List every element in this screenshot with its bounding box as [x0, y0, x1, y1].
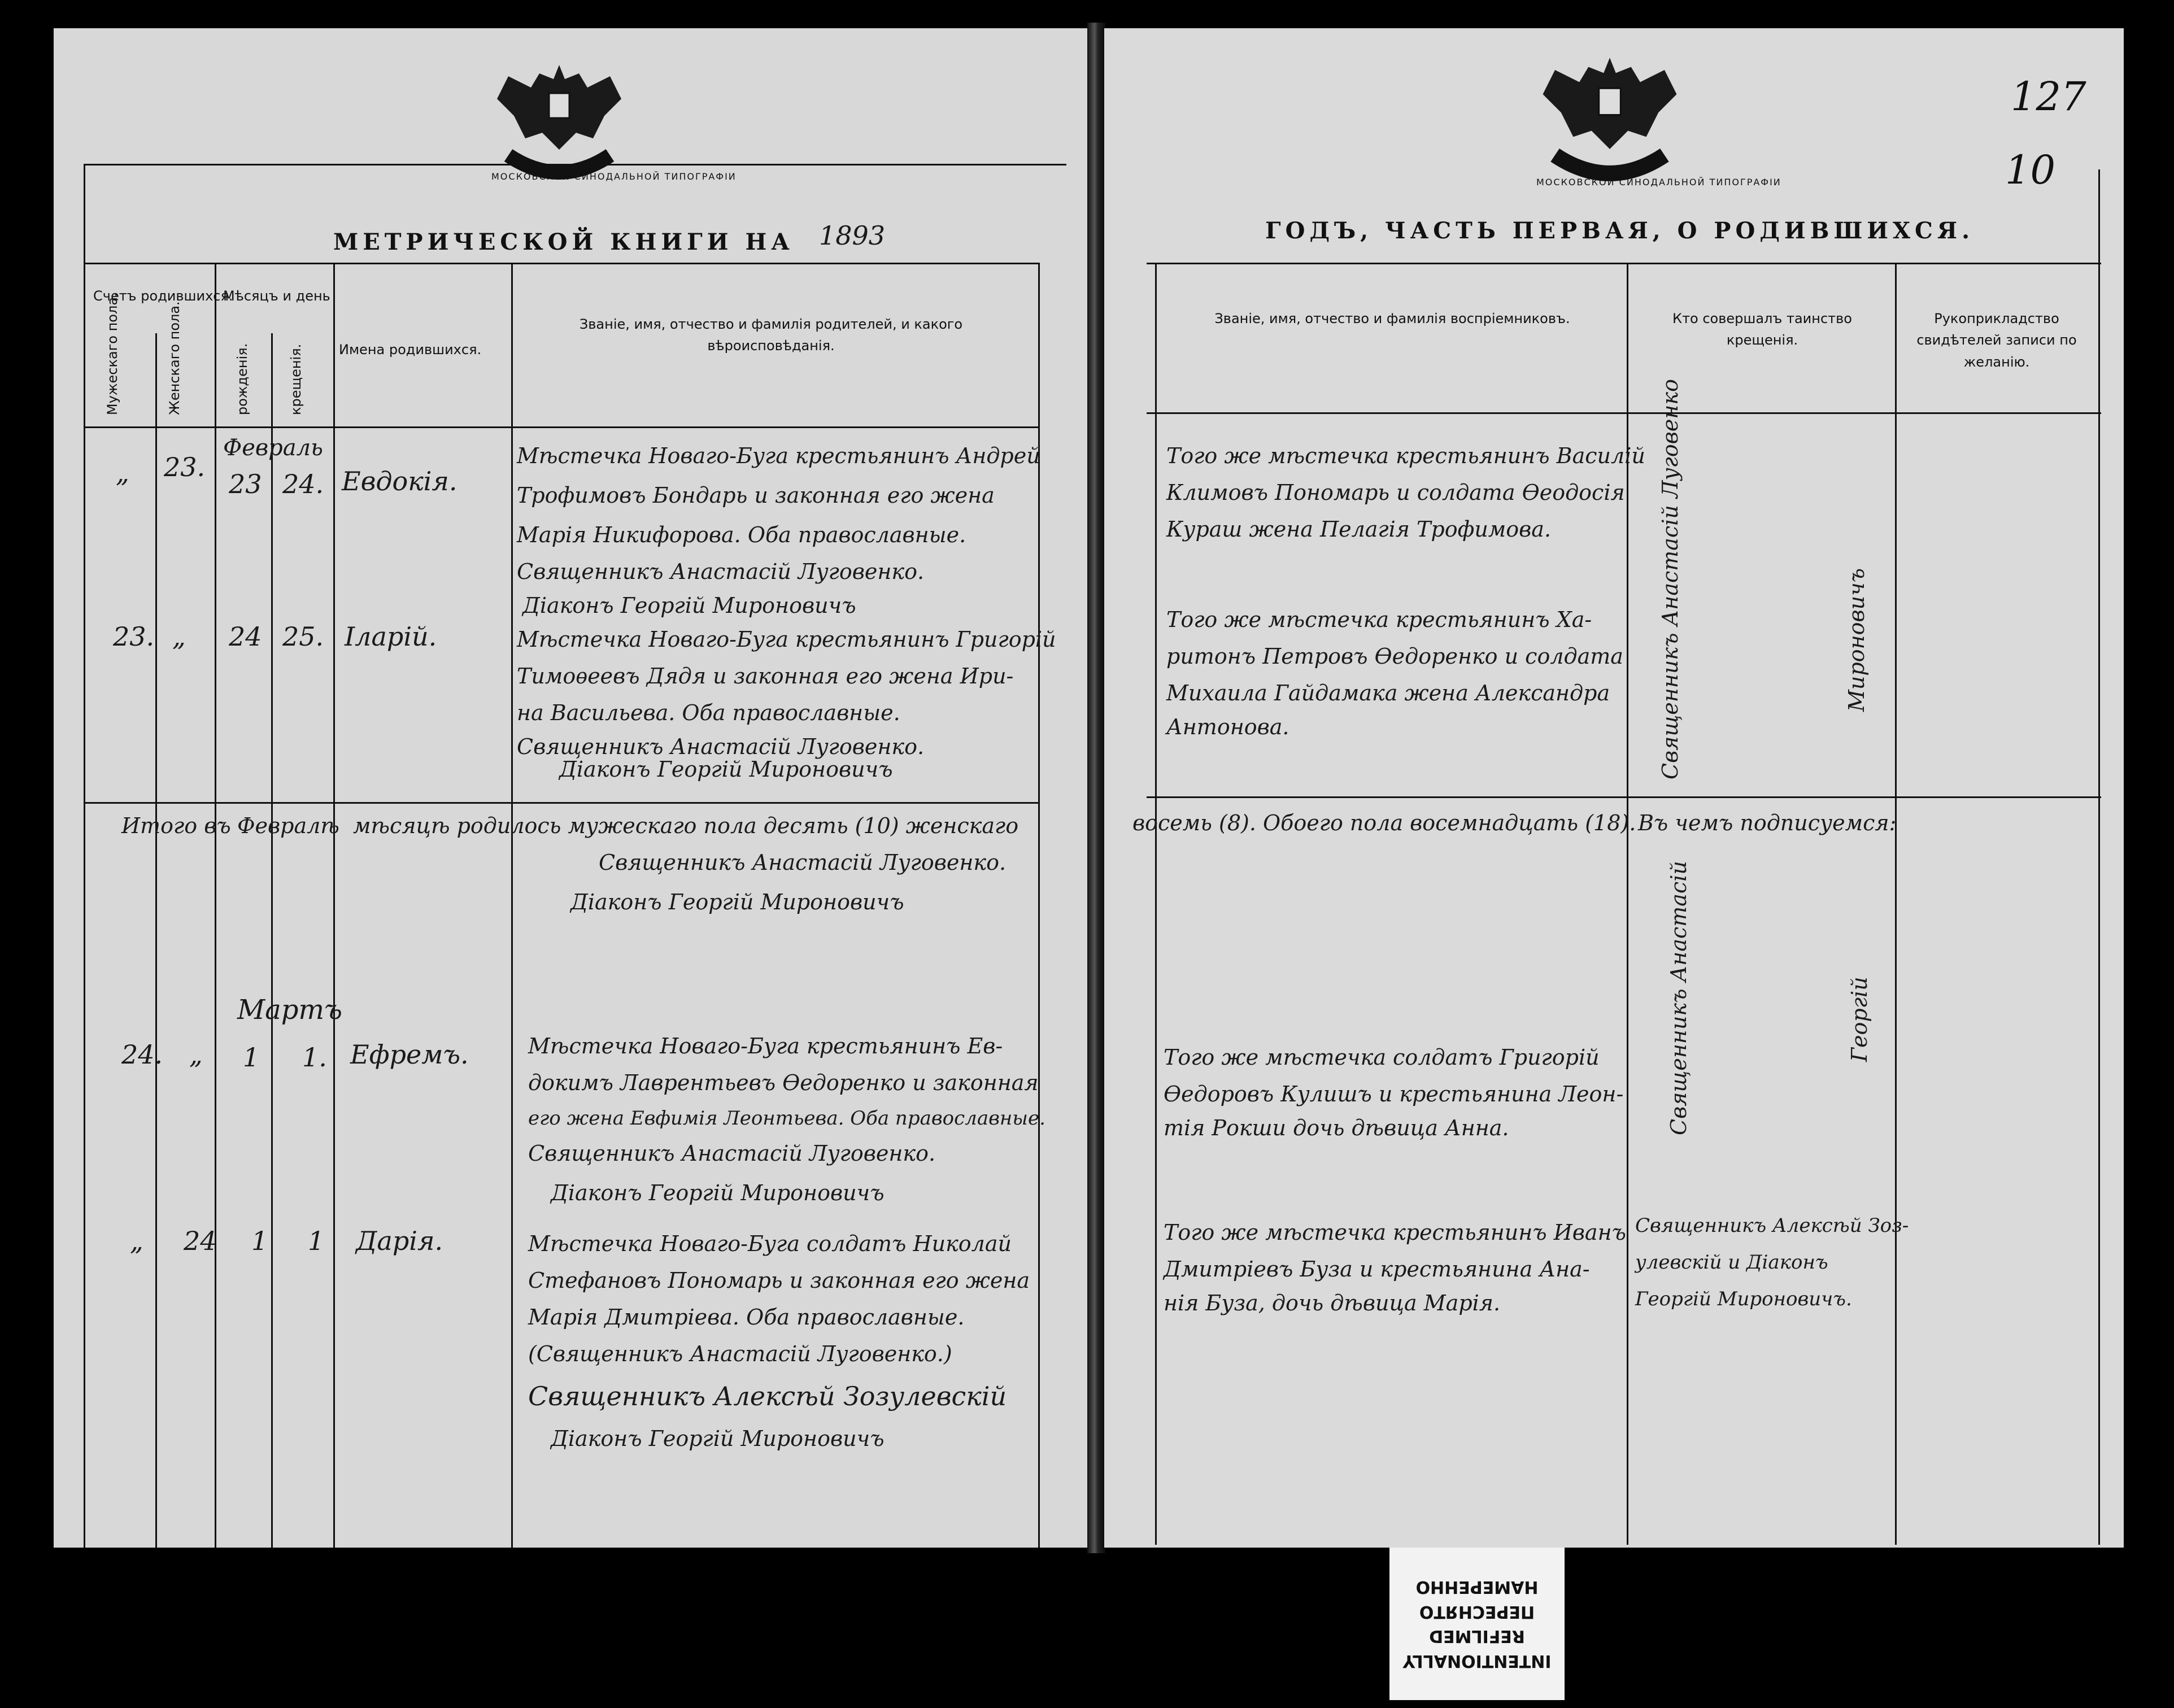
refilmed-stamp [1389, 1548, 1565, 1700]
rule [84, 263, 1038, 264]
signature: Священникъ Алексѣй Зозулевскій [528, 1381, 1007, 1411]
parents-line: Священникъ Анастасій Луговенко. [528, 1141, 936, 1166]
parents-line: его жена Евфимія Леонтьева. Оба православные. [528, 1107, 1045, 1130]
rule [1895, 263, 1897, 1545]
summary-signature: Діаконъ Георгій Мироновичъ [570, 890, 904, 914]
rule [1155, 263, 1157, 1545]
rule [1147, 412, 2101, 414]
rule [271, 333, 273, 1548]
page-number: 127 [2011, 73, 2086, 120]
witness-vertical: Мироновичъ [1844, 568, 1869, 712]
entry-birth: 1 [251, 1226, 268, 1256]
godparents-line: Того же мѣстечка солдатъ Григорій [1164, 1045, 1600, 1070]
stamp-english: INTENTIONALLY REFILMED [1402, 1626, 1552, 1671]
witness-line: улевскій и Діаконъ [1635, 1251, 1828, 1274]
rule [84, 426, 1038, 428]
summary-month: Февралѣ [237, 813, 339, 838]
entry-male: 23. [113, 621, 155, 652]
officiant-vertical: Священникъ Анастасій Луговенко [1658, 379, 1683, 779]
parents-line: Діаконъ Георгій Мироновичъ [559, 757, 893, 782]
col-header-parents: Званіе, имя, отчество и фамилія родителей, и какого вѣроисповѣданія. [579, 316, 963, 354]
entry-baptism: 1 [308, 1226, 325, 1256]
rule [215, 263, 216, 1548]
entry-female: 24 [184, 1226, 217, 1256]
parents-line: Діаконъ Георгій Мироновичъ [551, 1180, 885, 1205]
col-header-baptism: крещенія. [288, 343, 304, 415]
parents-line: докимъ Лаврентьевъ Өедоренко и законная [528, 1070, 1039, 1095]
col-header-month-day: Мѣсяцъ и день [223, 288, 330, 304]
col-header-count: Счетъ родившихся. [93, 288, 233, 304]
entry-birth: 1 [243, 1042, 260, 1073]
entry-name: Іларій. [345, 621, 437, 652]
godparents-line: ритонъ Петровъ Өедоренко и солдата [1166, 644, 1623, 669]
godparents-line: Того же мѣстечка крестьянинъ Ха- [1166, 607, 1592, 632]
parents-line: Діаконъ Георгій Мироновичъ [522, 593, 856, 618]
godparents-line: Дмитріевъ Буза и крестьянина Ана- [1164, 1257, 1590, 1282]
parents-line: Священникъ Анастасій Луговенко. [517, 559, 925, 584]
entry-month: Февраль [223, 435, 323, 461]
parents-line: Мѣстечка Новаго-Буга крестьянинъ Григорій [517, 627, 1056, 652]
rule [84, 164, 85, 1548]
entry-month: Мартъ [237, 994, 342, 1026]
col-header-officiant: Кто совершалъ таинство крещенія. [1672, 311, 1852, 348]
summary-sign-note: Въ чемъ подписуемся: [1638, 811, 1897, 835]
parents-line: Трофимовъ Бондарь и законная его жена [517, 483, 995, 508]
godparents-line: тія Рокши дочь дѣвица Анна. [1164, 1116, 1509, 1140]
parents-line: на Васильева. Оба православные. [517, 700, 900, 725]
godparents-line: Михаила Гайдамака жена Александра [1166, 681, 1610, 705]
parents-line: Священникъ Анастасій Луговенко. [517, 734, 925, 759]
rule [155, 333, 157, 1548]
col-header-birth: рожденія. [234, 343, 250, 415]
entry-baptism: 25. [282, 621, 324, 652]
parents-line: Тимоѳеевъ Дядя и законная его жена Ири- [517, 664, 1014, 689]
officiant-vertical: Священникъ Анастасій [1666, 861, 1691, 1135]
col-header-godparents: Званіе, имя, отчество и фамилія воспріемниковъ. [1214, 311, 1570, 326]
parents-line: Мѣстечка Новаго-Буга солдатъ Николай [528, 1231, 1012, 1256]
col-header-female: Женскаго пола. [167, 301, 182, 415]
summary-text: восемь (8). Обоего пола восемнадцать (18). [1132, 811, 1636, 835]
col-header-names: Имена родившихся. [339, 342, 482, 358]
entry-name: Ефремъ. [350, 1039, 469, 1070]
parents-line: (Священникъ Анастасій Луговенко.) [528, 1341, 952, 1366]
witness-vertical: Георгій [1847, 977, 1872, 1062]
entry-baptism: 24. [282, 469, 324, 499]
entry-male: 24. [121, 1039, 163, 1070]
godparents-line: Того же мѣстечка крестьянинъ Василій [1166, 443, 1645, 468]
book-gutter [1087, 23, 1105, 1553]
col-header-witnesses: Рукоприкладство свидѣтелей записи по желанію. [1916, 311, 2077, 370]
entry-birth: 23 [229, 469, 262, 499]
parents-line: Мѣстечка Новаго-Буга крестьянинъ Ев- [528, 1034, 1003, 1058]
entry-male: „ [130, 1226, 143, 1256]
rule [333, 263, 335, 1548]
right-page [1104, 28, 2124, 1548]
rule [1147, 796, 2101, 798]
rule [1147, 263, 2101, 264]
godparents-line: Антонова. [1166, 714, 1289, 739]
witness-line: Священникъ Алексѣй Зоз- [1635, 1214, 1909, 1237]
signature: Діаконъ Георгій Мироновичъ [551, 1426, 885, 1451]
entry-female: 23. [164, 452, 206, 482]
witness-line: Георгій Мироновичъ. [1635, 1288, 1852, 1310]
col-header-male: Мужескаго пола. [104, 293, 120, 415]
godparents-line: нія Буза, дочь дѣвица Марія. [1164, 1291, 1501, 1315]
double-headed-eagle-icon [486, 54, 633, 189]
parents-line: Марія Никифорова. Оба православные. [517, 522, 966, 547]
rule [2098, 169, 2100, 1545]
stamp-russian: ПЕРЕСНЯТО НАМЕРЕННО [1415, 1577, 1539, 1622]
parents-line: Стефановъ Пономарь и законная его жена [528, 1268, 1030, 1293]
emblem-text: МОСКОВСКОЙ СИНОДАЛЬНОЙ ТИПОГРАФІИ [491, 171, 737, 182]
double-headed-eagle-icon [1531, 45, 1689, 192]
summary-signature: Священникъ Анастасій Луговенко. [599, 850, 1007, 875]
summary-total: Итого въ [121, 813, 231, 838]
godparents-line: Кураш жена Пелагія Трофимова. [1166, 517, 1552, 542]
folio-mark: 10 [2005, 147, 2056, 193]
entry-name: Дарія. [356, 1226, 443, 1256]
rule [84, 164, 1066, 165]
entry-baptism: 1. [302, 1042, 327, 1073]
godparents-line: Того же мѣстечка крестьянинъ Иванъ [1164, 1220, 1626, 1245]
godparents-line: Климовъ Пономарь и солдата Өеодосія [1166, 480, 1625, 505]
entry-birth: 24 [229, 621, 262, 652]
rule [511, 263, 513, 1548]
entry-female: „ [189, 1039, 203, 1070]
parents-line: Мѣстечка Новаго-Буга крестьянинъ Андрей [517, 443, 1040, 468]
parents-line: Марія Дмитріева. Оба православные. [528, 1305, 965, 1330]
godparents-line: Өедоровъ Кулишъ и крестьянина Леон- [1164, 1082, 1624, 1106]
entry-name: Евдокія. [342, 466, 458, 496]
entry-female: „ [172, 621, 186, 652]
summary-text: мѣсяцѣ родилось мужескаго пола десять (10) женскаго [353, 813, 1019, 838]
entry-male: „ [116, 457, 129, 488]
year: 1893 [819, 220, 886, 251]
page-title-left: МЕТРИЧЕСКОЙ КНИГИ НА [333, 229, 794, 255]
rule [84, 802, 1038, 804]
page-title-right: ГОДЪ, ЧАСТЬ ПЕРВАЯ, О РОДИВШИХСЯ. [1265, 217, 1975, 244]
emblem-text: МОСКОВСКОЙ СИНОДАЛЬНОЙ ТИПОГРАФІИ [1536, 177, 1781, 188]
